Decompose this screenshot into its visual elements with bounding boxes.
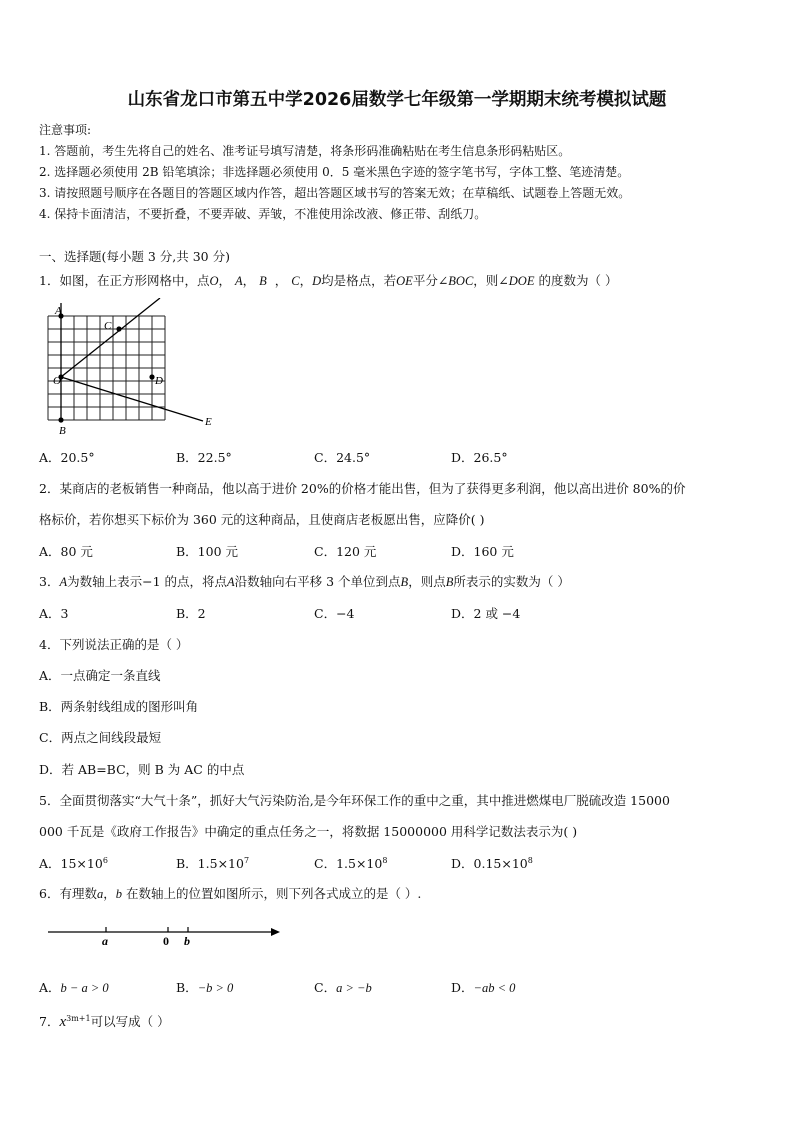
option-a[interactable]: A．$15\times 10^6$ [39, 855, 108, 871]
notice-item: 2. 选择题必须使用 2B 铅笔填涂；非选择题必须使用 0．5 毫米黑色字迹的签字笔书写，字体工整、笔迹清楚。 [39, 165, 630, 179]
notice-heading: 注意事项: [39, 123, 92, 137]
option-a[interactable]: A．80 元 [39, 544, 93, 559]
option-b[interactable]: B．22.5° [176, 450, 232, 465]
option-a[interactable]: A．3 [39, 606, 69, 621]
question-3-stem: 3．A为数轴上表示−1 的点，将点A沿数轴向右平移 3 个单位到点B，则点B所表示的实数为（ ） [39, 574, 570, 589]
option-d[interactable]: D．−ab < 0 [451, 980, 516, 995]
question-2-line2: 格标价，若你想买下标价为 360 元的这种商品，且使商店老板愿出售，应降价( ) [39, 512, 485, 527]
option-c[interactable]: C．−4 [314, 606, 355, 621]
label-O: O [53, 375, 61, 387]
option-d[interactable]: D．2 或 −4 [451, 606, 521, 621]
option-d[interactable]: D．26.5° [451, 450, 508, 465]
q1-grid-figure [36, 298, 226, 440]
question-5-line2: 000 千瓦是《政府工作报告》中确定的重点任务之一，将数据 15000000 用科学记数法表示为( ) [39, 824, 578, 839]
option-b[interactable]: B．$1.5\times 10^7$ [176, 855, 250, 871]
option-d[interactable]: D．若 AB=BC，则 B 为 AC 的中点 [39, 762, 245, 777]
label-A: A [55, 305, 62, 317]
label-C: C [104, 320, 112, 332]
option-a[interactable]: A．b − a > 0 [39, 980, 109, 995]
label-D: D [155, 375, 163, 387]
option-a[interactable]: A．20.5° [39, 450, 95, 465]
label-B: B [59, 425, 66, 437]
option-b[interactable]: B．2 [176, 606, 206, 621]
option-d[interactable]: D．160 元 [451, 544, 514, 559]
label-E: E [205, 416, 212, 428]
notice-item: 4. 保持卡面清洁，不要折叠，不要弄破、弄皱，不准使用涂改液、修正带、刮纸刀。 [39, 207, 487, 221]
option-d[interactable]: D．$0.15\times 10^8$ [451, 855, 533, 871]
option-a[interactable]: A．一点确定一条直线 [39, 668, 161, 683]
option-b[interactable]: B．两条射线组成的图形叫角 [39, 699, 199, 714]
question-7-stem: 7．$x^{3m+1}$可以写成（ ） [39, 1013, 170, 1030]
option-c[interactable]: C．24.5° [314, 450, 371, 465]
question-4-stem: 4．下列说法正确的是（ ） [39, 637, 189, 652]
section-heading: 一、选择题(每小题 3 分,共 30 分) [39, 249, 230, 264]
notice-item: 1. 答题前，考生先将自己的姓名、准考证号填写清楚，将条形码准确粘贴在考生信息条形码粘贴区。 [39, 144, 571, 158]
question-1-stem: 1．如图，在正方形网格中，点O， A， B ， C，D均是格点，若OE平分∠BOC，则∠DOE 的度数为（ ） [39, 273, 618, 288]
q6-number-line [44, 920, 284, 950]
option-c[interactable]: C．120 元 [314, 544, 377, 559]
page-title: 山东省龙口市第五中学2026届数学七年级第一学期期末统考模拟试题 [127, 90, 667, 110]
question-5-line1: 5．全面贯彻落实“大气十条”，抓好大气污染防治,是今年环保工作的重中之重，其中推进燃煤电厂脱硫改造 15000 [39, 793, 670, 808]
option-b[interactable]: B．100 元 [176, 544, 239, 559]
axis-label-b: b [184, 934, 190, 948]
axis-label-zero: 0 [163, 934, 169, 948]
question-2-line1: 2．某商店的老板销售一种商品，他以高于进价 20%的价格才能出售，但为了获得更多利润，他以高出进价 80%的价 [39, 481, 686, 496]
option-c[interactable]: C．两点之间线段最短 [39, 730, 162, 745]
option-c[interactable]: C．a > −b [314, 980, 372, 995]
axis-label-a: a [102, 934, 108, 948]
option-b[interactable]: B．−b > 0 [176, 980, 234, 995]
option-c[interactable]: C．$1.5\times 10^8$ [314, 855, 388, 871]
question-6-stem: 6．有理数a，b 在数轴上的位置如图所示，则下列各式成立的是（ ）. [39, 886, 422, 901]
notice-item: 3. 请按照题号顺序在各题目的答题区域内作答，超出答题区域书写的答案无效；在草稿纸、试题卷上答题无效。 [39, 186, 631, 200]
